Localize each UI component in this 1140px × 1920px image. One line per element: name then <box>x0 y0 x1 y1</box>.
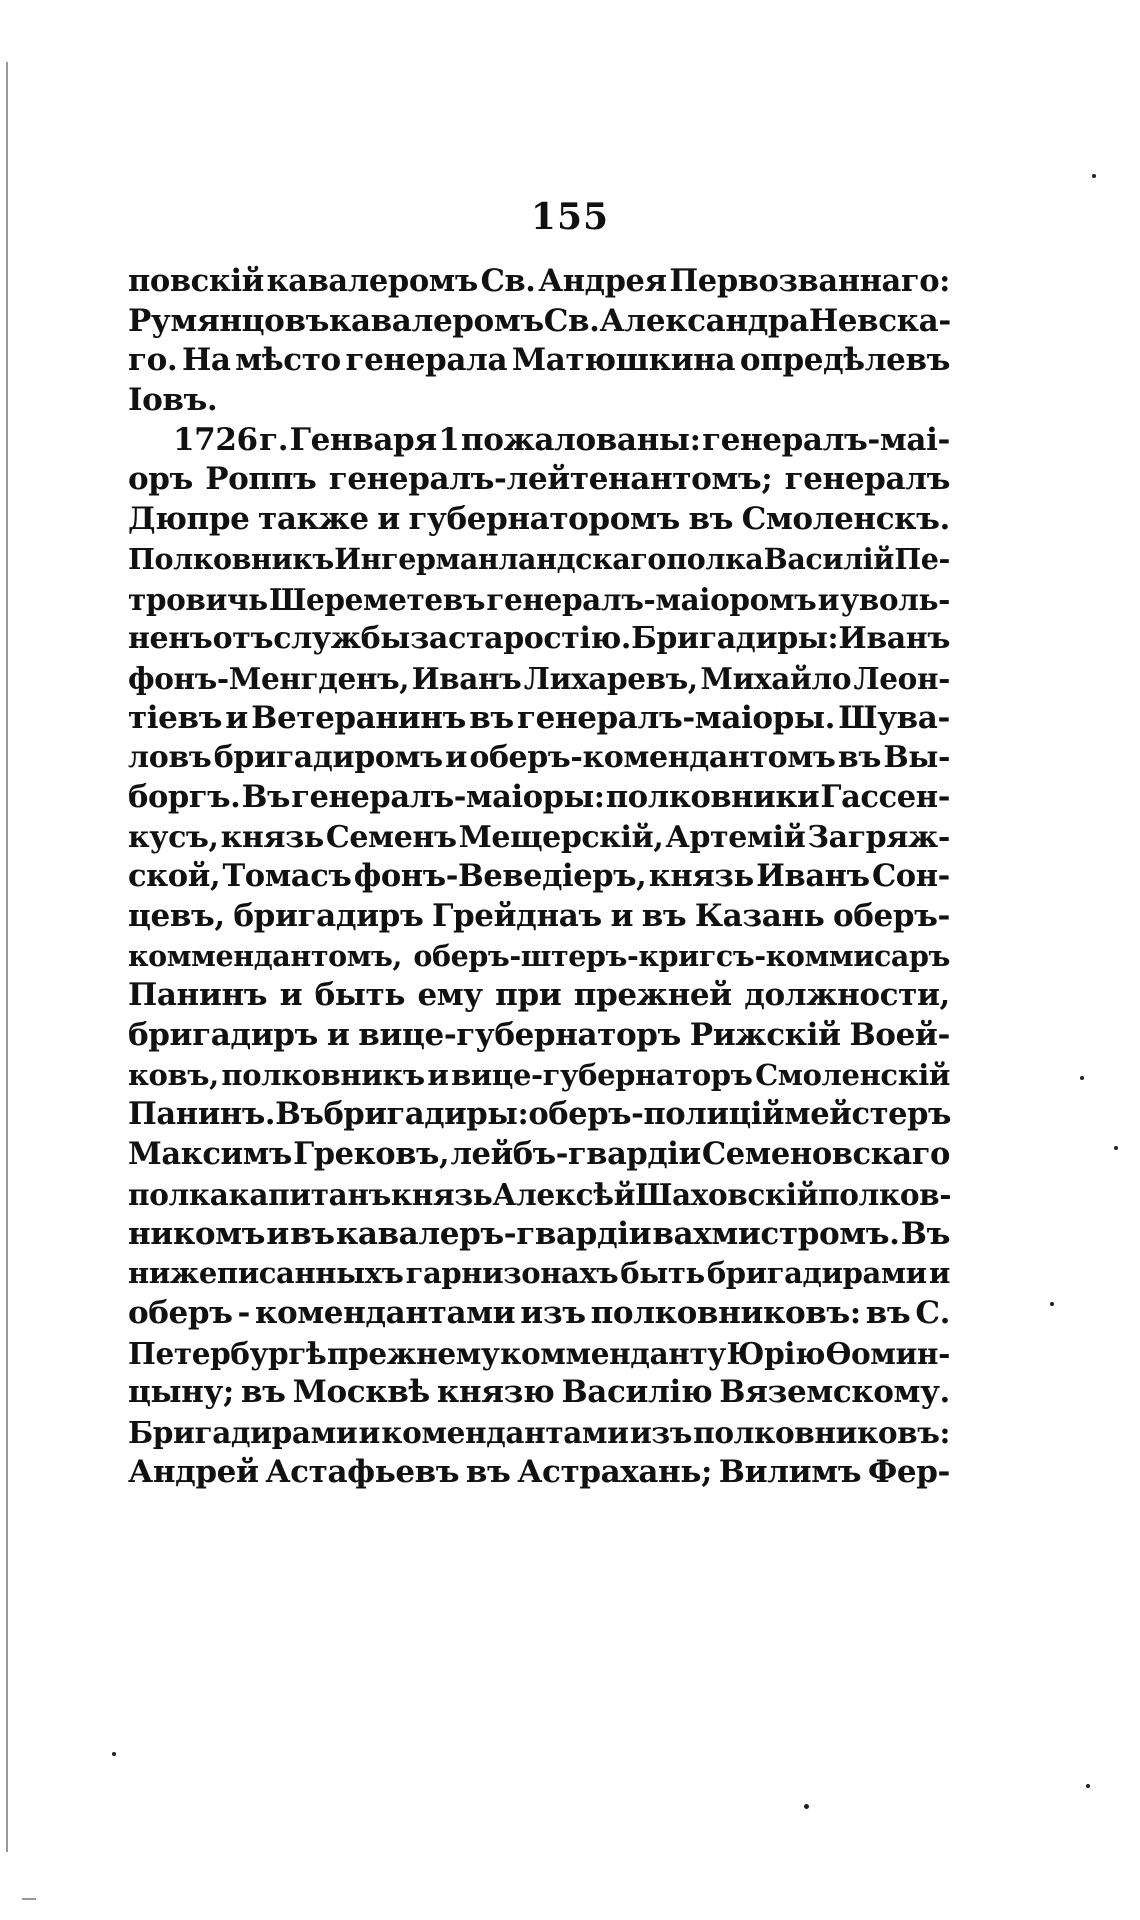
text-line: оръ Роппъ генералъ-лейтенантомъ; генералъ <box>128 461 950 498</box>
text-line: ненъ отъ службы за старостію. Бригадиры: Иванъ <box>128 621 950 657</box>
text-line: Петербургѣ прежнему комменданту Юрію Ѳомин- <box>128 1335 950 1371</box>
text-line: фонъ-Менгденъ, Иванъ Лихаревъ, Михайло Леон- <box>128 660 950 696</box>
page-speck <box>1050 1302 1054 1306</box>
text-line: нижеписанныхъ гарнизонахъ быть бригадирами и <box>128 1256 950 1291</box>
text-line: Панинъ. Въ бригадиры: оберъ-полиціймейстеръ <box>128 1096 952 1133</box>
text-line: ковъ, полковникъ и вице-губернаторъ Смоленскій <box>128 1057 950 1092</box>
text-line: боргъ. Въ генералъ-маіоры: полковники Гассен- <box>128 778 950 815</box>
page-speck <box>1114 1146 1118 1150</box>
text-line: цыну; въ Москвѣ князю Василію Вяземскому. <box>128 1374 950 1411</box>
text-line: Румянцовъ кавалеромъ Св. Александра Невска- <box>128 302 951 339</box>
text-line: повскій кавалеромъ Св. Андрея Первозваннаго: <box>128 263 950 299</box>
text-line: тіевъ и Ветеранинъ въ генералъ-маіоры. Шува- <box>128 699 950 736</box>
text-line: коммендантомъ, оберъ-штеръ-кригсъ-коммисаръ <box>128 938 950 973</box>
page-number: 155 <box>530 196 610 238</box>
text-line: Полковникъ Ингерманландскаго полка Василій Пе- <box>128 541 950 576</box>
text-line: кусъ, князь Семенъ Мещерскій, Артемій Загряж- <box>128 819 950 855</box>
page-speck <box>112 1752 116 1756</box>
page-speck <box>1086 1784 1090 1788</box>
text-line: Бригадирами и комендантами изъ полковниковъ: <box>128 1414 950 1450</box>
page-speck <box>804 1804 809 1809</box>
text-line: полка капитанъ князь Алексѣй Шаховскій полков- <box>128 1176 952 1212</box>
text-line: 1726 г. Генваря 1 пожалованы: генералъ-маі- <box>173 421 950 458</box>
text-line: Андрей Астафьевъ въ Астрахань; Вилимъ Фер- <box>128 1453 950 1490</box>
text-line: цевъ, бригадиръ Грейднаъ и въ Казань оберъ- <box>128 898 950 934</box>
page-speck <box>1092 174 1096 178</box>
text-line: ской, Томасъ фонъ-Веведіеръ, князь Иванъ Сон- <box>128 858 950 895</box>
left-margin-rule <box>6 62 8 1852</box>
text-line: ловъ бригадиромъ и оберъ-комендантомъ въ Вы- <box>128 740 950 776</box>
text-line: тровичь Шереметевъ генералъ-маіоромъ и уволь- <box>128 581 950 617</box>
text-line: го. На мѣсто генерала Матюшкина опредѣлевъ <box>128 342 950 379</box>
text-line: Панинъ и быть ему при прежней должности, <box>128 977 950 1014</box>
bottom-margin-rule <box>22 1898 36 1900</box>
text-line: Максимъ Грековъ, лейбъ-гвардіи Семеновскаго <box>128 1136 950 1173</box>
body-text <box>128 262 950 1492</box>
page-speck <box>1080 1076 1084 1080</box>
text-line: никомъ и въ кавалеръ-гвардіи вахмистромъ. Въ <box>128 1215 950 1252</box>
text-line: оберъ - комендантами изъ полковниковъ: въ С. <box>128 1294 950 1331</box>
text-line: Іовъ. <box>128 382 218 419</box>
text-line: Дюпре также и губернаторомъ въ Смоленскъ. <box>128 501 950 538</box>
text-line: бригадиръ и вице-губернаторъ Рижскій Воей- <box>128 1017 950 1054</box>
